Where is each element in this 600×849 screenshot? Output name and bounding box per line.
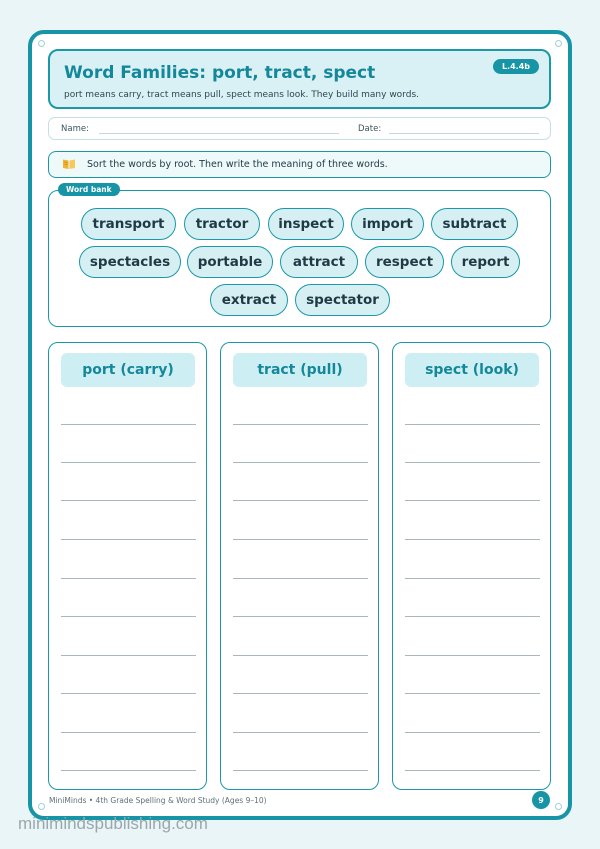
instruction-box <box>48 151 551 178</box>
name-field[interactable] <box>99 133 339 134</box>
writing-line[interactable] <box>233 578 368 579</box>
word-chip[interactable]: report <box>451 246 520 278</box>
word-chip[interactable]: spectator <box>295 284 390 316</box>
sort-column-port <box>48 342 207 790</box>
writing-line[interactable] <box>405 732 540 733</box>
word-chip[interactable]: extract <box>210 284 288 316</box>
column-heading: spect (look) <box>405 353 539 387</box>
writing-line[interactable] <box>405 424 540 425</box>
name-label: Name: <box>61 124 89 134</box>
writing-line[interactable] <box>405 770 540 771</box>
word-chip[interactable]: tractor <box>184 208 260 240</box>
page-subtitle: port means carry, tract means pull, spect means look. They build many words. <box>64 90 419 100</box>
word-chip[interactable]: portable <box>187 246 273 278</box>
writing-line[interactable] <box>405 578 540 579</box>
corner-dot <box>38 803 45 810</box>
date-field[interactable] <box>389 133 539 134</box>
writing-line[interactable] <box>61 462 196 463</box>
name-date-bar <box>48 117 551 140</box>
writing-line[interactable] <box>405 693 540 694</box>
corner-dot <box>38 40 45 47</box>
writing-line[interactable] <box>233 616 368 617</box>
instruction-text: Sort the words by root. Then write the meaning of three words. <box>87 159 388 170</box>
corner-dot <box>555 803 562 810</box>
word-chip[interactable]: transport <box>81 208 176 240</box>
writing-line[interactable] <box>233 462 368 463</box>
writing-line[interactable] <box>233 655 368 656</box>
date-label: Date: <box>358 124 382 134</box>
corner-dot <box>555 40 562 47</box>
writing-line[interactable] <box>61 578 196 579</box>
writing-line[interactable] <box>233 424 368 425</box>
sort-column-tract <box>220 342 379 790</box>
writing-line[interactable] <box>405 616 540 617</box>
word-bank-label: Word bank <box>58 183 120 196</box>
writing-line[interactable] <box>405 500 540 501</box>
writing-line[interactable] <box>61 732 196 733</box>
watermark: minimindspublishing.com <box>18 814 208 833</box>
writing-line[interactable] <box>61 770 196 771</box>
title-banner <box>48 49 551 109</box>
page-number: 9 <box>532 791 550 809</box>
writing-line[interactable] <box>405 539 540 540</box>
book-icon <box>62 158 76 170</box>
writing-line[interactable] <box>233 500 368 501</box>
writing-line[interactable] <box>61 655 196 656</box>
writing-line[interactable] <box>233 693 368 694</box>
writing-line[interactable] <box>61 539 196 540</box>
writing-line[interactable] <box>233 539 368 540</box>
writing-line[interactable] <box>61 424 196 425</box>
column-heading: tract (pull) <box>233 353 367 387</box>
word-chip[interactable]: import <box>351 208 424 240</box>
footer-text: MiniMinds • 4th Grade Spelling & Word Study (Ages 9–10) <box>49 796 267 805</box>
writing-line[interactable] <box>233 770 368 771</box>
word-chip[interactable]: subtract <box>431 208 518 240</box>
sort-column-spect <box>392 342 551 790</box>
word-chip[interactable]: spectacles <box>79 246 181 278</box>
writing-line[interactable] <box>405 462 540 463</box>
writing-line[interactable] <box>61 616 196 617</box>
writing-line[interactable] <box>61 500 196 501</box>
column-heading: port (carry) <box>61 353 195 387</box>
word-chip[interactable]: attract <box>280 246 358 278</box>
writing-line[interactable] <box>233 732 368 733</box>
page-title: Word Families: port, tract, spect <box>64 63 376 83</box>
word-chip[interactable]: inspect <box>268 208 344 240</box>
writing-line[interactable] <box>405 655 540 656</box>
word-chip[interactable]: respect <box>365 246 444 278</box>
writing-line[interactable] <box>61 693 196 694</box>
standard-badge: L.4.4b <box>493 59 539 74</box>
